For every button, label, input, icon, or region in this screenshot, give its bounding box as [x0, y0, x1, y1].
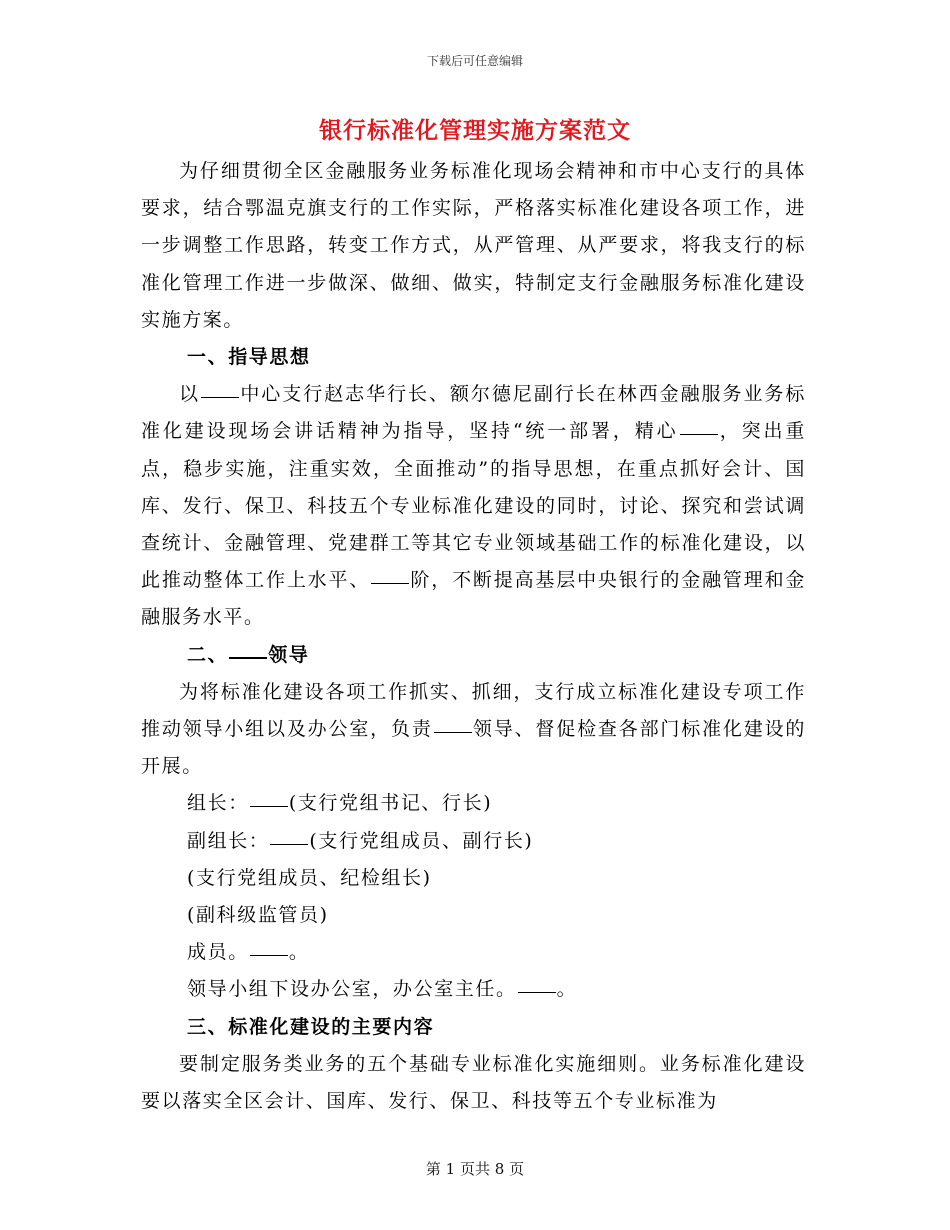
fill-blank: [229, 656, 267, 659]
deputy-label: 副组长：: [187, 829, 270, 852]
section-1-text-4: 阶，不断提高基层中央银行的金融管理和金融服务水平。: [141, 569, 806, 629]
leader-label: 组长：: [187, 792, 249, 815]
section-2-text-2: 领导、督促检查各部门标准化建设的开展。: [141, 718, 806, 778]
discipline-leader-line: (支行党组成员、纪检组长): [187, 866, 432, 889]
fill-blank: [518, 991, 556, 993]
section-2-text-1: 为将标准化建设各项工作抓实、抓细，支行成立标准化建设专项工作推动领导小组以及办公室，负责: [141, 680, 806, 741]
section-2-heading-prefix: 二、: [187, 643, 229, 666]
members-end: 。: [288, 941, 310, 964]
section-3-paragraph: 要制定服务类业务的五个基础专业标准化实施细则。业务标准化建设要以落实全区会计、国库、发行、保卫、科技等五个专业标准为: [141, 1052, 806, 1113]
fill-blank: [201, 396, 239, 398]
section-1-text-1: 以: [179, 383, 200, 406]
leader-line: [141, 785, 806, 822]
page-header-note: 下载后可任意编辑: [426, 54, 523, 68]
document-body: [141, 153, 806, 1120]
office-label: 领导小组下设办公室，办公室主任。: [187, 978, 517, 1001]
fill-blank: [270, 843, 308, 845]
fill-blank: [680, 433, 718, 435]
section-1-text-2: 中心支行赵志华行长、额尔德尼副行长在林西金融服务业务标准化建设现场会讲话精神为指导，坚持“统一部署，精心: [141, 383, 806, 443]
intro-paragraph: 为仔细贯彻全区金融服务业务标准化现场会精神和市中心支行的具体要求，结合鄂温克旗支行的工作实际，严格落实标准化建设各项工作，进一步调整工作思路，转变工作方式，从严管理、从严要求，将我支行的标准化管理工作进一步做深、做细、做实，特制定支行金融服务标准化建设实施方案。: [141, 160, 806, 331]
section-1-heading: 一、指导思想: [187, 346, 311, 369]
leader-note: (支行党组书记、行长): [288, 792, 493, 815]
fill-blank: [434, 731, 472, 733]
office-end: 。: [556, 978, 578, 1001]
section-2-heading-suffix: 领导: [268, 643, 310, 666]
fill-blank: [250, 805, 288, 807]
supervisor-line: (副科级监管员): [187, 904, 329, 927]
section-3-heading: 三、标准化建设的主要内容: [187, 1015, 435, 1038]
members-label: 成员。: [187, 941, 249, 964]
page-footer: 第 1 页共 8 页: [425, 1160, 525, 1178]
section-2-heading: [141, 637, 806, 674]
deputy-leader-line: [141, 823, 806, 860]
office-line: [141, 971, 806, 1008]
deputy-note: (支行党组成员、副行长): [309, 829, 534, 852]
section-1-paragraph: [141, 376, 806, 636]
fill-blank: [250, 954, 288, 956]
section-1-text-3: ，突出重点，稳步实施，注重实效，全面推动”的指导思想，在重点抓好会计、国库、发行、保卫、科技五个专业标准化建设的同时，讨论、探究和尝试调查统计、金融管理、党建群工等其它专业领域基础工作的标准化建设，以此推动整体工作上水平、: [141, 420, 807, 592]
section-2-paragraph: [141, 674, 806, 786]
fill-blank: [371, 582, 409, 584]
members-line: [141, 934, 806, 971]
document-title: 银行标准化管理实施方案范文: [319, 117, 631, 144]
